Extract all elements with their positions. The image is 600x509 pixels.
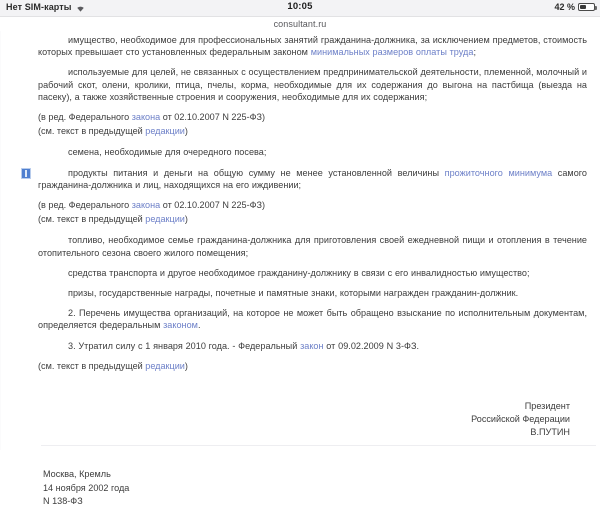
status-bar-right: [554, 2, 595, 12]
place-line: N 138-ФЗ: [43, 496, 83, 507]
place-line: Москва, Кремль: [43, 469, 111, 480]
document-paragraph: [38, 34, 587, 58]
document-text: (в ред. Федерального: [38, 112, 132, 123]
document-paragraph: [38, 340, 587, 352]
carrier-label: Нет SIM-карты: [6, 2, 72, 12]
document-text: призы, государственные награды, почетные и памятные знаки, которыми награжден гражданин-должник.: [68, 288, 519, 299]
document-text: продукты питания и деньги на общую сумму не менее установленной величины: [68, 167, 445, 178]
document-text: ): [184, 126, 188, 137]
status-bar: [0, 0, 600, 17]
document-link[interactable]: прожиточного минимума: [444, 167, 553, 178]
page-bottom-rule: [41, 445, 596, 446]
document-text: (см. текст в предыдущей: [38, 214, 146, 225]
document-text: (в ред. Федерального: [38, 200, 132, 211]
url-bar[interactable]: [0, 17, 600, 31]
signature-line: Российской Федерации: [471, 414, 570, 425]
place-line: 14 ноября 2002 года: [43, 482, 130, 493]
place-date-block: [38, 468, 587, 509]
document-text: ): [184, 214, 188, 225]
document-note: [38, 199, 587, 211]
document-link[interactable]: редакции: [145, 214, 185, 225]
battery-fill: [580, 5, 586, 9]
document-text: от 02.10.2007 N 225-ФЗ): [160, 200, 266, 211]
document-paragraph: [38, 267, 587, 279]
document-note: [38, 360, 587, 372]
info-marker-icon[interactable]: [21, 168, 31, 179]
document-text: от 02.10.2007 N 225-ФЗ): [160, 112, 266, 123]
document-link[interactable]: законом: [163, 320, 198, 331]
clock-label: 10:05: [287, 1, 313, 12]
battery-percent-label: 42 %: [554, 2, 575, 12]
document-body: [1, 31, 600, 509]
document-text: средства транспорта и другое необходимое гражданину-должнику в связи с его инвалидностью имущество;: [68, 267, 530, 278]
document-note: [38, 125, 587, 137]
document-page[interactable]: [0, 31, 600, 507]
document-text: самого гражданина-должника и лиц, находящихся на его иждивении;: [38, 167, 587, 190]
document-paragraph: [38, 146, 587, 158]
document-link[interactable]: закона: [131, 200, 161, 211]
signature-block: [38, 400, 587, 439]
document-paragraph: [38, 66, 587, 103]
battery-icon: [578, 3, 595, 11]
document-link[interactable]: редакции: [145, 126, 185, 137]
document-text: .: [197, 320, 201, 331]
document-paragraph: [38, 307, 587, 331]
signature-line: В.ПУТИН: [530, 427, 570, 438]
document-text: 2. Перечень имущества организаций, на которое не может быть обращено взыскание по исполнительным документам, определяется федеральным: [38, 308, 587, 331]
document-text: 3. Утратил силу с 1 января 2010 года. - Федеральный: [68, 340, 301, 351]
document-note: [38, 111, 587, 123]
document-link[interactable]: закон: [300, 340, 324, 351]
document-link[interactable]: минимальных размеров оплаты труда: [310, 47, 474, 58]
document-text: семена, необходимые для очередного посева;: [68, 147, 267, 158]
document-text: используемые для целей, не связанных с осуществлением предпринимательской деятельности, племенной, молочный и рабочий скот, олени, кролики, птица, пчелы, корма, необходимые для их содержания до выгона на пастбища (выезда на пасеку), а также хозяйственные строения и сооружения, необходимые для их содержания;: [38, 67, 588, 102]
document-text: (см. текст в предыдущей: [38, 126, 146, 137]
document-text: ;: [473, 47, 476, 58]
document-note: [38, 213, 587, 225]
url-text: consultant.ru: [273, 19, 327, 29]
document-text: имущество, необходимое для профессиональных занятий гражданина-должника, за исключением предметов, стоимость которых превышает сто установленных федеральным законом: [38, 35, 587, 58]
document-text: от 09.02.2009 N 3-ФЗ.: [323, 340, 420, 351]
document-link[interactable]: редакции: [145, 360, 185, 371]
document-paragraph: [38, 167, 587, 191]
document-paragraph: [38, 287, 587, 299]
document-text: (см. текст в предыдущей: [38, 360, 146, 371]
document-link[interactable]: закона: [131, 112, 161, 123]
document-text: ): [184, 360, 188, 371]
document-paragraph: [38, 234, 587, 258]
document-text: топливо, необходимое семье гражданина-должника для приготовления своей ежедневной пищи и отопления в течение отопительного сезона своего жилого помещения;: [38, 235, 587, 258]
signature-line: Президент: [524, 401, 570, 412]
